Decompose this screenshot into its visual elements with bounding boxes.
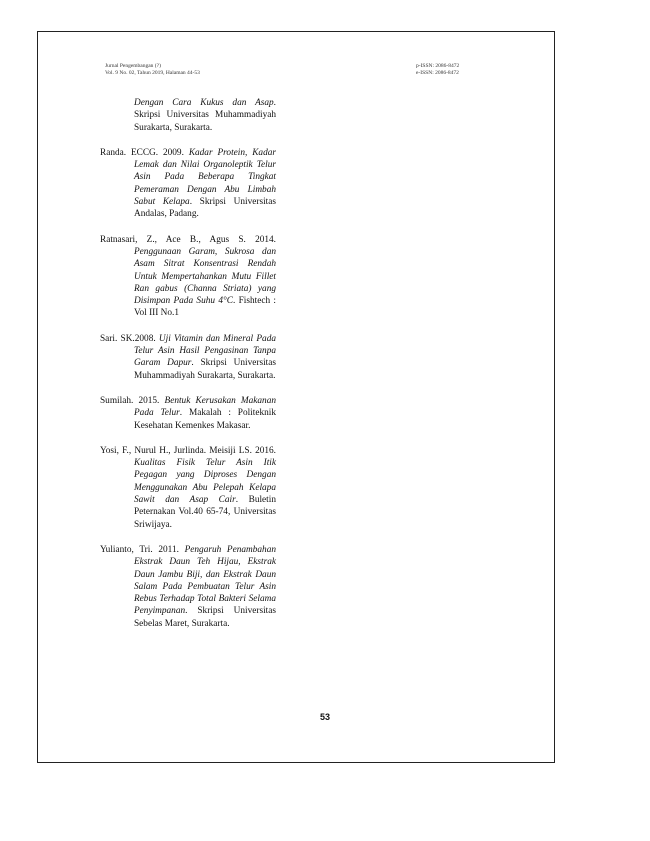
reference-author: Yulianto, Tri. 2011. (100, 544, 185, 555)
reference-entry-randa (100, 147, 276, 221)
reference-source: . Skripsi Universitas Sebelas Maret, Surakarta. (134, 606, 276, 629)
journal-header (105, 63, 200, 77)
reference-title: Kualitas Fisik Telur Asin Itik Pegagan yang Diproses Dengan Menggunakan Abu Pelepah Kelapa Sawit dan Asap Cair (134, 458, 276, 506)
reference-title: Uji Vitamin dan Mineral Pada Telur Asin Hasil Pengasinan Tanpa Garam Dapur (134, 333, 276, 369)
reference-source: . Buletin Peternakan Vol.40 65-74, Universitas Sriwijaya. (134, 495, 276, 530)
online-issn: e-ISSN: 2086-8472 (416, 70, 459, 76)
reference-list (100, 97, 276, 643)
issn-header (416, 63, 459, 77)
reference-author: Randa. ECCG. 2009. (100, 147, 189, 158)
reference-source: . Fishtech : Vol III No.1 (134, 296, 277, 319)
journal-name: Jurnal Pengembangan (?) (105, 63, 161, 69)
reference-title: Penggunaan Garam, Sukrosa dan Asam Sitrat Konsentrasi Rendah Untuk Mempertahankan Mutu Fillet Ran gabus (Channa Striata) yang Disimpan Pada Suhu 4°C (134, 246, 276, 307)
reference-title: Dengan Cara Kukus dan Asap (134, 98, 274, 108)
reference-source: . Skripsi Universitas Muhammadiyah Surakarta, Surakarta. (134, 358, 276, 381)
reference-author: Sari. SK.2008. (100, 333, 159, 344)
reference-source: . Skripsi Universitas Andalas, Padang. (134, 197, 276, 220)
reference-author: Sumilah. 2015. (100, 395, 165, 406)
reference-author: Ratnasari, Z., Ace B., Agus S. 2014. (100, 234, 276, 245)
page-number: 53 (319, 712, 330, 722)
reference-title: Kadar Protein, Kadar Lemak dan Nilai Organoleptik Telur Asin Pada Beberapa Tingkat Pemeraman Dengan Abu Limbah Sabut Kelapa (134, 147, 276, 208)
reference-title: Bentuk Kerusakan Makanan Pada Telur (134, 395, 276, 419)
reference-title: Pengaruh Penambahan Ekstrak Daun Teh Hijau, Ekstrak Daun Jambu Biji, dan Ekstrak Daun Salam Pada Pembuatan Telur Asin Rebus Terhadap Total Bakteri Selama Penyimpanan (134, 544, 276, 617)
reference-source: . Skripsi Universitas Muhammadiyah Surakarta, Surakarta. (134, 98, 276, 133)
reference-continuation (100, 97, 276, 134)
reference-entry-sumilah (100, 395, 276, 432)
reference-entry-yosi (100, 445, 276, 531)
reference-entry-ratnasari (100, 234, 276, 320)
reference-entry-sari (100, 333, 276, 382)
reference-author: Yosi, F., Nurul H., Jurlinda. Meisiji LS. 2016. (100, 445, 276, 456)
reference-entry-yulianto (100, 544, 276, 630)
reference-source: . Makalah : Politeknik Kesehatan Kemenkes Makasar. (134, 408, 276, 431)
print-issn: p-ISSN: 2086-8472 (416, 63, 460, 69)
journal-volume: Vol. 9 No. 02, Tahun 2019, Halaman 44-53 (105, 70, 200, 76)
